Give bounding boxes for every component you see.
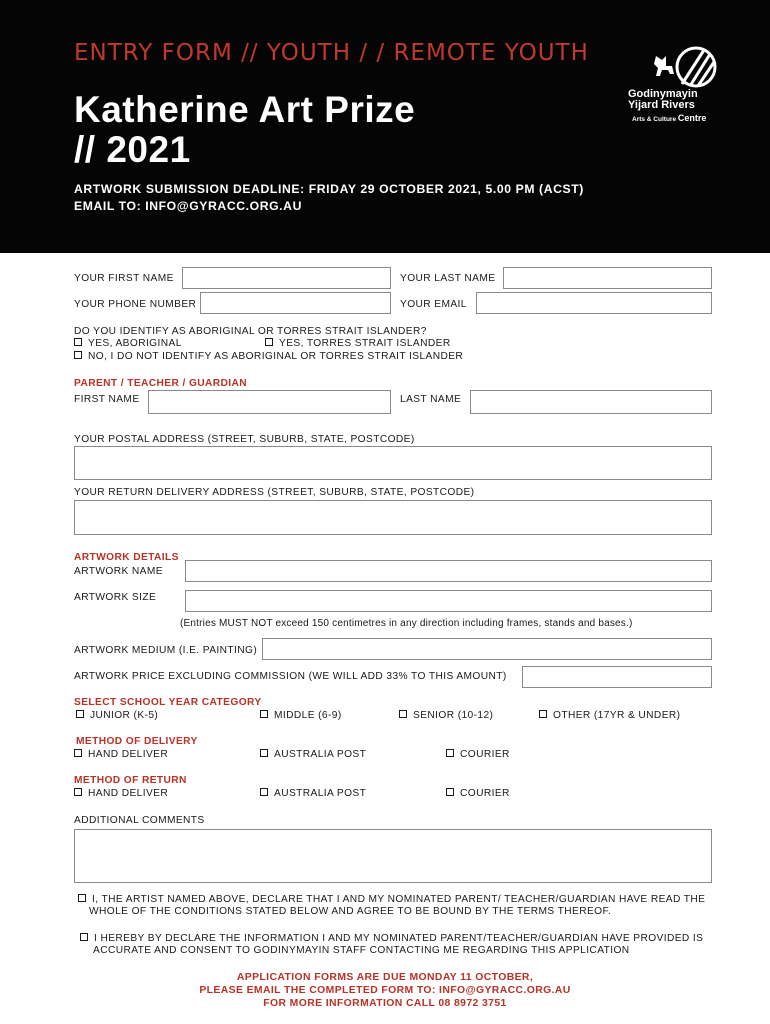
comments-field[interactable] (74, 829, 712, 883)
identify-no-option[interactable] (74, 351, 463, 362)
option-label: JUNIOR (K-5) (90, 710, 159, 721)
artwork-name-field[interactable] (185, 560, 712, 582)
artwork-name-label: ARTWORK NAME (74, 566, 163, 577)
first-name-field[interactable] (182, 267, 391, 289)
guardian-last-name-field[interactable] (470, 390, 712, 414)
school-year-senior[interactable] (399, 710, 493, 721)
title-line-2: // 2021 (74, 129, 191, 170)
option-label: AUSTRALIA POST (274, 749, 367, 760)
checkbox-icon[interactable] (74, 788, 82, 796)
option-label: SENIOR (10-12) (413, 710, 494, 721)
logo-emblem-icon (652, 44, 724, 90)
declaration-consent[interactable] (80, 933, 703, 956)
artwork-size-label: ARTWORK SIZE (74, 592, 157, 603)
option-label: HAND DELIVER (88, 788, 169, 799)
guardian-heading: PARENT / TEACHER / GUARDIAN (74, 378, 248, 389)
footer-email: PLEASE EMAIL THE COMPLETED FORM TO: INFO@GYRACC.ORG.AU (199, 985, 571, 996)
delivery-hand[interactable] (74, 749, 168, 760)
last-name-field[interactable] (503, 267, 712, 289)
checkbox-icon[interactable] (76, 710, 84, 718)
submission-info (74, 181, 584, 215)
checkbox-icon[interactable] (78, 894, 86, 902)
return-courier[interactable] (446, 788, 510, 799)
header-banner (0, 0, 770, 253)
guardian-first-name-field[interactable] (148, 390, 391, 414)
declaration-terms[interactable] (78, 894, 705, 917)
option-label: AUSTRALIA POST (274, 788, 367, 799)
phone-label: YOUR PHONE NUMBER (74, 299, 197, 310)
school-year-junior[interactable] (76, 710, 158, 721)
return-address-field[interactable] (74, 500, 712, 535)
postal-address-label: YOUR POSTAL ADDRESS (STREET, SUBURB, STATE, POSTCODE) (74, 434, 415, 445)
artwork-size-note: (Entries MUST NOT exceed 150 centimetres in any direction including frames, stands and bases.) (180, 618, 633, 629)
first-name-label: YOUR FIRST NAME (74, 273, 174, 284)
identify-torres-option[interactable] (265, 338, 451, 349)
comments-label: ADDITIONAL COMMENTS (74, 815, 205, 826)
postal-address-field[interactable] (74, 446, 712, 480)
checkbox-icon[interactable] (399, 710, 407, 718)
identify-question: DO YOU IDENTIFY AS ABORIGINAL OR TORRES STRAIT ISLANDER? (74, 326, 427, 337)
declaration-1-line-2: WHOLE OF THE CONDITIONS STATED BELOW AND AGREE TO BE BOUND BY THE TERMS THEREOF. (89, 906, 612, 917)
checkbox-icon[interactable] (74, 749, 82, 757)
artwork-price-field[interactable] (522, 666, 712, 688)
option-label: HAND DELIVER (88, 749, 169, 760)
option-label: NO, I DO NOT IDENTIFY AS ABORIGINAL OR TORRES STRAIT ISLANDER (88, 351, 464, 362)
checkbox-icon[interactable] (446, 788, 454, 796)
logo-sub-big: Centre (677, 113, 707, 123)
logo-subtitle (632, 113, 706, 123)
guardian-first-name-label: FIRST NAME (74, 394, 140, 405)
option-label: COURIER (460, 788, 510, 799)
logo-name-line-2: Yijard Rivers (628, 99, 695, 111)
logo-sub-small: Arts & Culture (632, 116, 677, 123)
return-address-label: YOUR RETURN DELIVERY ADDRESS (STREET, SUBURB, STATE, POSTCODE) (74, 487, 475, 498)
email-field[interactable] (476, 292, 712, 314)
artwork-price-label: ARTWORK PRICE EXCLUDING COMMISSION (WE WILL ADD 33% TO THIS AMOUNT) (74, 671, 507, 682)
email-to-text: EMAIL TO: INFO@GYRACC.ORG.AU (74, 199, 302, 213)
option-label: YES, ABORIGINAL (88, 338, 182, 349)
checkbox-icon[interactable] (74, 338, 82, 346)
option-label: COURIER (460, 749, 510, 760)
delivery-post[interactable] (260, 749, 366, 760)
logo-name (628, 89, 724, 111)
checkbox-icon[interactable] (74, 351, 82, 359)
delivery-courier[interactable] (446, 749, 510, 760)
return-heading: METHOD OF RETURN (74, 775, 187, 786)
option-label: YES, TORRES STRAIT ISLANDER (279, 338, 451, 349)
declaration-1-line-1: I, THE ARTIST NAMED ABOVE, DECLARE THAT I AND MY NOMINATED PARENT/ TEACHER/GUARDIAN HAVE READ THE (92, 894, 706, 905)
artwork-medium-field[interactable] (262, 638, 712, 660)
delivery-heading: METHOD OF DELIVERY (76, 736, 198, 747)
logo-name-line-1: Godinymayin (628, 88, 698, 100)
school-year-other[interactable] (539, 710, 680, 721)
artwork-details-heading: ARTWORK DETAILS (74, 552, 179, 563)
return-hand[interactable] (74, 788, 168, 799)
school-year-heading: SELECT SCHOOL YEAR CATEGORY (74, 697, 262, 708)
artwork-medium-label: ARTWORK MEDIUM (I.E. PAINTING) (74, 645, 258, 656)
checkbox-icon[interactable] (260, 710, 268, 718)
return-post[interactable] (260, 788, 366, 799)
last-name-label: YOUR LAST NAME (400, 273, 496, 284)
guardian-last-name-label: LAST NAME (400, 394, 462, 405)
checkbox-icon[interactable] (446, 749, 454, 757)
checkbox-icon[interactable] (260, 749, 268, 757)
form-kicker: ENTRY FORM // YOUTH / / REMOTE YOUTH (74, 40, 589, 66)
school-year-middle[interactable] (260, 710, 342, 721)
checkbox-icon[interactable] (539, 710, 547, 718)
phone-field[interactable] (200, 292, 391, 314)
option-label: MIDDLE (6-9) (274, 710, 342, 721)
footer-due-date: APPLICATION FORMS ARE DUE MONDAY 11 OCTOBER, (236, 972, 534, 983)
checkbox-icon[interactable] (80, 933, 88, 941)
checkbox-icon[interactable] (260, 788, 268, 796)
organisation-logo (628, 44, 728, 134)
declaration-2-line-2: ACCURATE AND CONSENT TO GODINYMAYIN STAFF CONTACTING ME REGARDING THIS APPLICATION (93, 945, 630, 956)
checkbox-icon[interactable] (265, 338, 273, 346)
identify-aboriginal-option[interactable] (74, 338, 182, 349)
artwork-size-field[interactable] (185, 590, 712, 612)
deadline-text: ARTWORK SUBMISSION DEADLINE: FRIDAY 29 OCTOBER 2021, 5.00 PM (ACST) (74, 182, 584, 196)
title-line-1: Katherine Art Prize (74, 89, 416, 130)
page-title (74, 90, 494, 170)
email-label: YOUR EMAIL (400, 299, 467, 310)
option-label: OTHER (17YR & UNDER) (553, 710, 681, 721)
declaration-2-line-1: I HEREBY BY DECLARE THE INFORMATION I AND MY NOMINATED PARENT/TEACHER/GUARDIAN HAVE PROVIDED IS (94, 933, 704, 944)
footer-phone: FOR MORE INFORMATION CALL 08 8972 3751 (263, 998, 507, 1009)
